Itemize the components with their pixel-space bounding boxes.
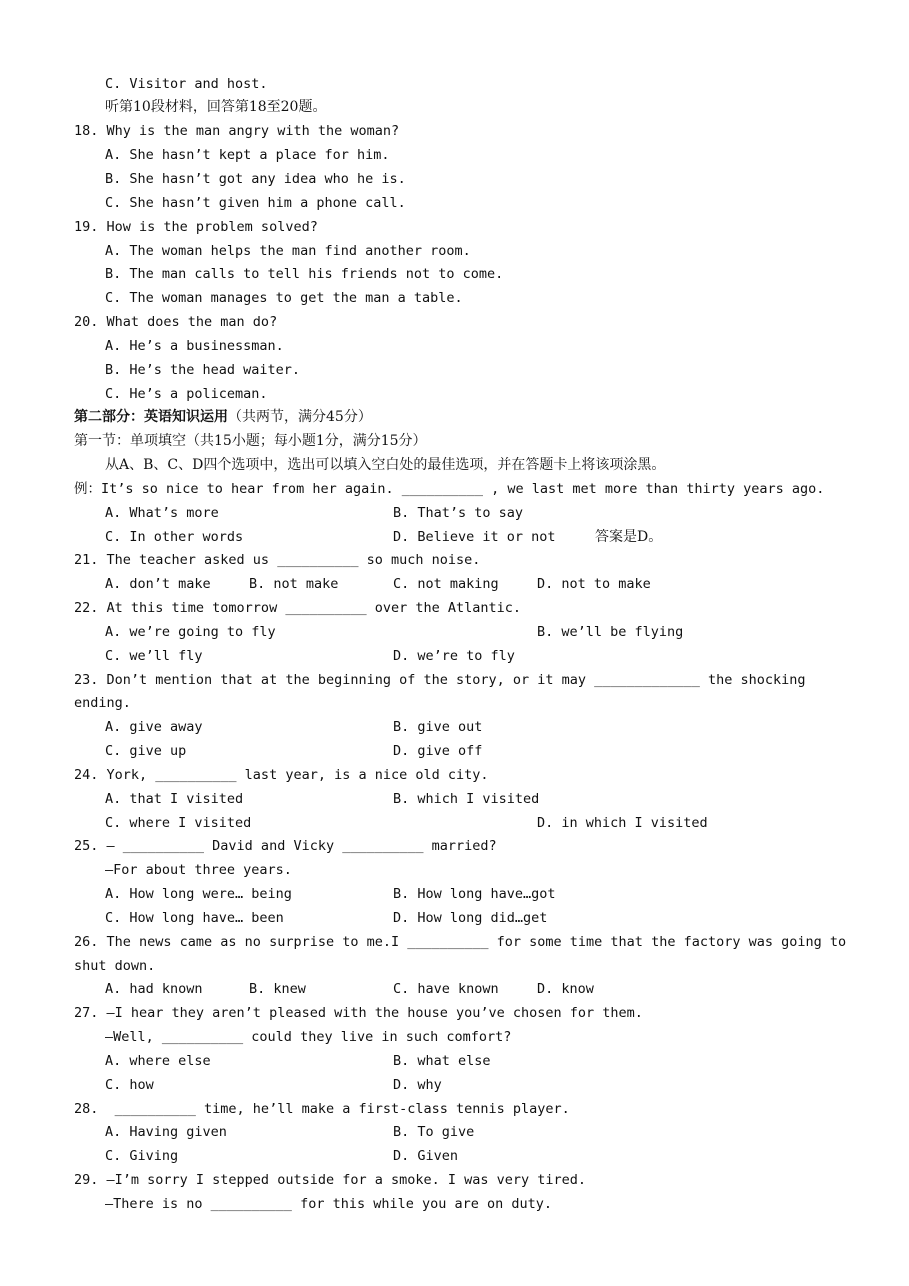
option-28c: C. Giving bbox=[105, 1148, 179, 1164]
option-18b: B. She hasn’t got any idea who he is. bbox=[105, 171, 406, 187]
question-23-continued: ending. bbox=[74, 695, 131, 711]
option-28d: D. Given bbox=[393, 1148, 459, 1164]
option-23a: A. give away bbox=[105, 719, 203, 735]
option-22b: B. we’ll be flying bbox=[537, 624, 684, 640]
question-19: 19. How is the problem solved? bbox=[74, 219, 318, 235]
question-28: 28. __________ time, he’ll make a first-class tennis player. bbox=[74, 1101, 570, 1117]
option-20a: A. He’s a businessman. bbox=[105, 338, 284, 354]
question-23: 23. Don’t mention that at the beginning of the story, or it may _____________ the shocking bbox=[74, 672, 806, 688]
option-21d: D. not to make bbox=[537, 576, 651, 592]
option-17c: C. Visitor and host. bbox=[105, 76, 268, 92]
example-option-c: C. In other words bbox=[105, 529, 244, 545]
option-18a: A. She hasn’t kept a place for him. bbox=[105, 147, 390, 163]
question-26-continued: shut down. bbox=[74, 958, 156, 974]
option-22a: A. we’re going to fly bbox=[105, 624, 276, 640]
option-23d: D. give off bbox=[393, 743, 483, 759]
question-27: 27. —I hear they aren’t pleased with the house you’ve chosen for them. bbox=[74, 1005, 643, 1021]
question-18: 18. Why is the man angry with the woman? bbox=[74, 123, 400, 139]
instructions: 从A、B、C、D四个选项中，选出可以填入空白处的最佳选项，并在答题卡上将该项涂黑。 bbox=[105, 457, 666, 473]
option-24b: B. which I visited bbox=[393, 791, 540, 807]
option-19a: A. The woman helps the man find another room. bbox=[105, 243, 471, 259]
option-27c: C. how bbox=[105, 1077, 154, 1093]
option-26d: D. know bbox=[537, 981, 594, 997]
question-22: 22. At this time tomorrow __________ over the Atlantic. bbox=[74, 600, 522, 616]
option-25a: A. How long were… being bbox=[105, 886, 292, 902]
option-22d: D. we’re to fly bbox=[393, 648, 515, 664]
option-24a: A. that I visited bbox=[105, 791, 244, 807]
option-24c: C. where I visited bbox=[105, 815, 252, 831]
question-25: 25. — __________ David and Vicky __________ married? bbox=[74, 838, 497, 854]
option-20c: C. He’s a policeman. bbox=[105, 386, 268, 402]
option-28b: B. To give bbox=[393, 1124, 475, 1140]
option-20b: B. He’s the head waiter. bbox=[105, 362, 301, 378]
option-28a: A. Having given bbox=[105, 1124, 227, 1140]
option-23b: B. give out bbox=[393, 719, 483, 735]
example-question: 例：It’s so nice to hear from her again. __________ , we last met more than thirty years ago. bbox=[74, 481, 825, 497]
option-26a: A. had known bbox=[105, 981, 203, 997]
question-21: 21. The teacher asked us __________ so much noise. bbox=[74, 552, 481, 568]
question-24: 24. York, __________ last year, is a nice old city. bbox=[74, 767, 489, 783]
option-19c: C. The woman manages to get the man a table. bbox=[105, 290, 463, 306]
question-29: 29. —I’m sorry I stepped outside for a smoke. I was very tired. bbox=[74, 1172, 587, 1188]
option-25d: D. How long did…get bbox=[393, 910, 548, 926]
option-24d: D. in which I visited bbox=[537, 815, 708, 831]
option-18c: C. She hasn’t given him a phone call. bbox=[105, 195, 406, 211]
option-26b: B. knew bbox=[249, 981, 306, 997]
option-25c: C. How long have… been bbox=[105, 910, 284, 926]
question-20: 20. What does the man do? bbox=[74, 314, 278, 330]
question-25-response: —For about three years. bbox=[105, 862, 292, 878]
example-option-a: A. What’s more bbox=[105, 505, 219, 521]
option-21a: A. don’t make bbox=[105, 576, 211, 592]
option-22c: C. we’ll fly bbox=[105, 648, 203, 664]
option-19b: B. The man calls to tell his friends not to come. bbox=[105, 266, 504, 282]
example-answer: 答案是D。 bbox=[595, 529, 663, 545]
option-21b: B. not make bbox=[249, 576, 339, 592]
section-10-instruction: 听第10段材料，回答第18至20题。 bbox=[105, 99, 327, 115]
option-27a: A. where else bbox=[105, 1053, 211, 1069]
part-2-title: 第二部分：英语知识运用 bbox=[74, 409, 228, 425]
option-26c: C. have known bbox=[393, 981, 499, 997]
question-26: 26. The news came as no surprise to me.I __________ for some time that the factory was going to bbox=[74, 934, 847, 950]
example-option-b: B. That’s to say bbox=[393, 505, 524, 521]
option-21c: C. not making bbox=[393, 576, 499, 592]
question-27-response: —Well, __________ could they live in such comfort? bbox=[105, 1029, 512, 1045]
part-2-score: （共两节，满分45分） bbox=[228, 409, 372, 425]
option-23c: C. give up bbox=[105, 743, 187, 759]
example-option-d: D. Believe it or not bbox=[393, 529, 556, 545]
question-29-response: —There is no __________ for this while you are on duty. bbox=[105, 1196, 553, 1212]
option-25b: B. How long have…got bbox=[393, 886, 556, 902]
option-27d: D. why bbox=[393, 1077, 442, 1093]
part-2-heading bbox=[74, 408, 372, 426]
section-1-heading: 第一节：单项填空（共15小题；每小题1分，满分15分） bbox=[74, 433, 427, 449]
option-27b: B. what else bbox=[393, 1053, 491, 1069]
